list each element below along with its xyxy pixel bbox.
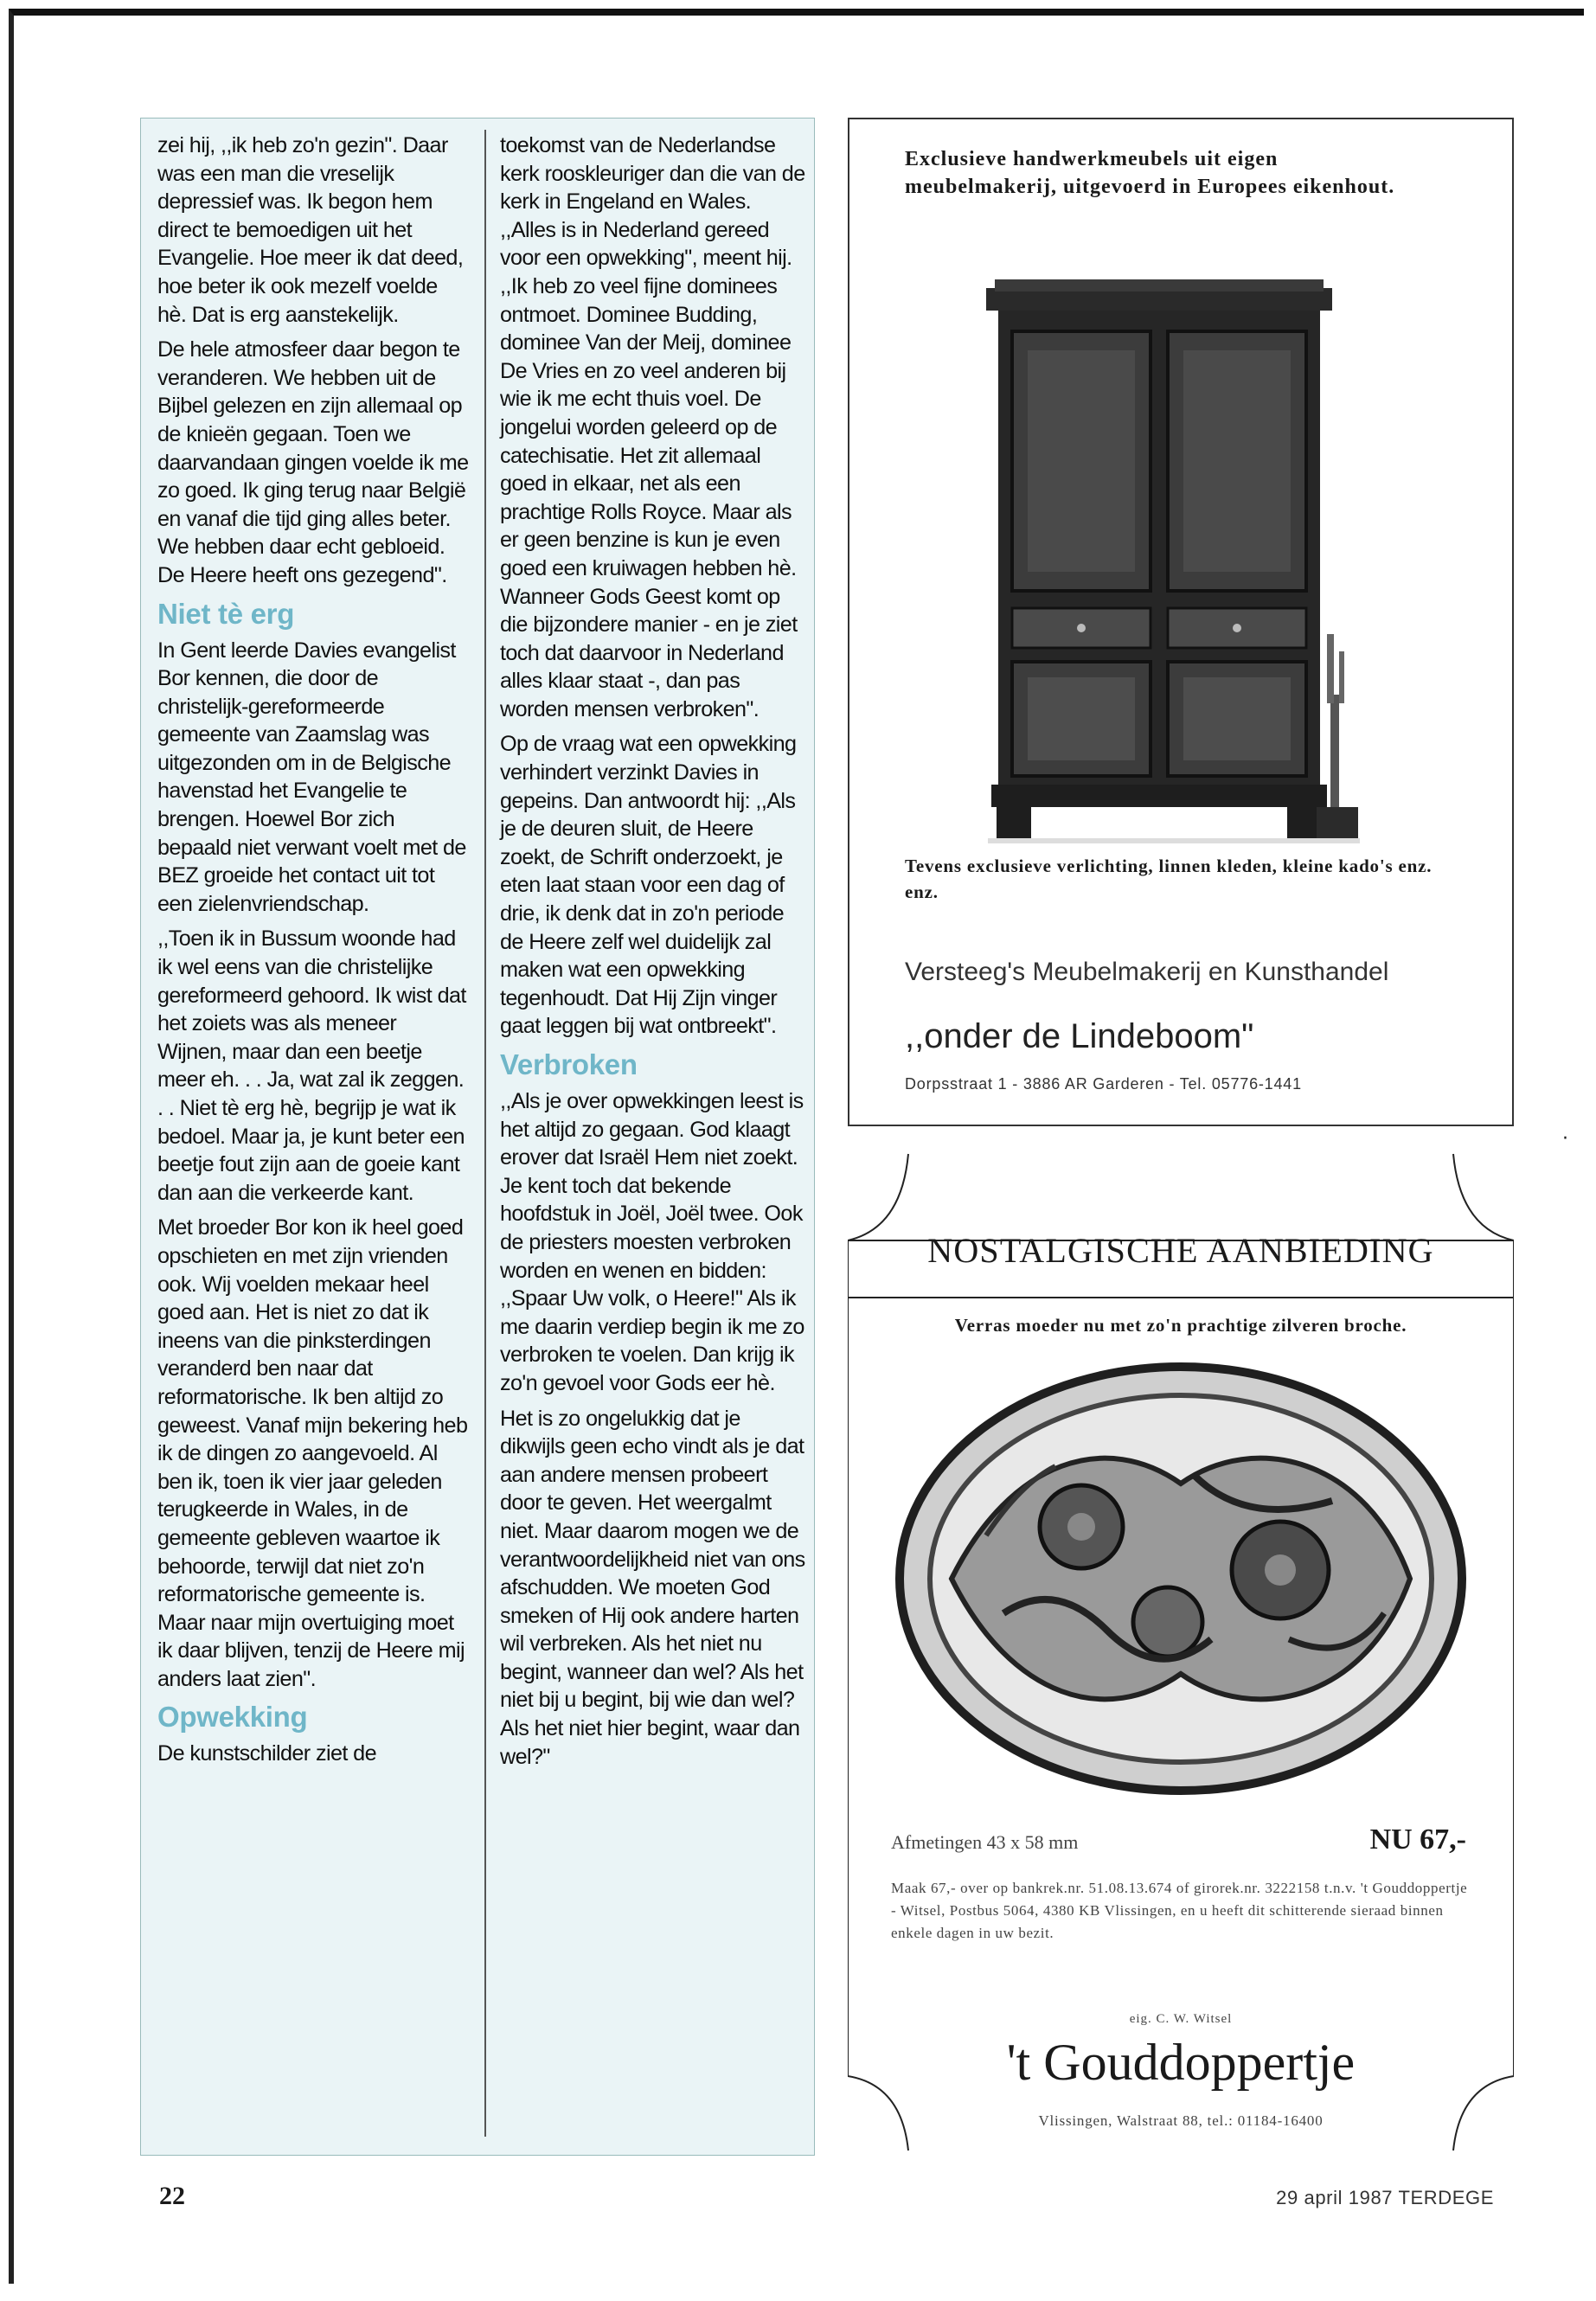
article-column-right: [500, 131, 808, 1778]
article-column-left: [157, 131, 469, 1775]
shop-address: Vlissingen, Walstraat 88, tel.: 01184-16400: [1038, 2112, 1324, 2129]
offer-tagline: Verras moeder nu met zo'n prachtige zilveren broche.: [954, 1315, 1407, 1336]
article-paragraph: ,,Als je over opwekkingen leest is het altijd zo gegaan. God klaagt erover dat Israël Hem niet zoekt. Je kent toch dat bekende hoofdstuk in Joël, Joël twee. Ook de priesters moesten verbroken worden en wenen en bidden: ,,Spaar Uw volk, o Heere!" Als ik me daarin verdiep begin ik me zo verbroken te voelen. Dan krijg ik zo'n gevoel voor Gods eer hè.: [500, 1089, 804, 1395]
ad-heading: Exclusieve handwerkmeubels uit eigen meubelmakerij, uitgevoerd in Europees eikenhout.: [905, 148, 1395, 198]
subheading-niet-te-erg: Niet tè erg: [157, 597, 295, 630]
cabinet-illustration: [953, 271, 1403, 945]
article-paragraph: Het is zo ongelukkig dat je dikwijls geen echo vindt als je dat aan andere mensen probeert door te geven. Het weergalmt niet. Maar daarom mogen we de verantwoordelijkheid niet van ons afschudden. We moeten God smeken of Hij ook andere harten wil verbreken. Als het niet nu begint, wanneer dan wel? Als het niet bij u begint, bij wie dan wel? Als het niet hier begint, waar dan wel?": [500, 1406, 805, 1769]
subheading-verbroken: Verbroken: [500, 1048, 638, 1080]
subheading-opwekking: Opwekking: [157, 1701, 308, 1734]
edge-mark: ·: [1562, 1128, 1568, 1150]
article-paragraph: Met broeder Bor kon ik heel goed opschieten en met zijn vrienden ook. Wij voelden mekaar heel goed aan. Het is niet zo dat ik ineens van die pinksterdingen veranderd ben naar dat reformatorische. Ik ben altijd zo geweest. Vanaf mijn bekering heb ik de dingen zo aangevoeld. Al ben ik, toen ik vier jaar geleden terugkeerde in Wales, in de gemeente gebleven waartoe ik behoorde, terwijl dat niet zo'n reformatorische gemeente is. Maar naar mijn overtuiging moet ik daar blijven, tenzij de Heere mij anders laat zien".: [157, 1215, 468, 1691]
brooch-photo: [882, 1354, 1479, 1804]
article-paragraph: zei hij, ,,ik heb zo'n gezin". Daar was een man die vreselijk depressief was. Ik begon hem direct te bemoedigen uit het Evangelie. Hoe meer ik dat deed, hoe beter ik ook mezelf voelde hè. Dat is erg aanstekelijk.: [157, 133, 464, 327]
article-paragraph: De kunstschilder ziet de: [157, 1741, 376, 1766]
article-paragraph: ,,Toen ik in Bussum woonde had ik wel eens van die christelijke gereformeerd gehoord. Ik wist dat het zoiets was als meneer Wijnen, maar dan een beetje meer eh. . . Ja, wat zal ik zeggen. . . Niet tè erg hè, begrijp je wat ik bedoel. Maar ja, je kunt beter een beetje fout zijn aan de goeie kant dan aan die verkeerde kant.: [157, 926, 466, 1205]
order-instructions: Maak 67,- over op bankrek.nr. 51.08.13.674 of girorek.nr. 3222158 t.n.v. 't Gouddoppertje - Witsel, Postbus 5064, 4380 KB Vlissingen, en u heeft dit schitterende sieraad binnen enkele dagen in uw bezit.: [891, 1880, 1468, 1941]
brooch-dimensions: Afmetingen 43 x 58 mm: [891, 1831, 1079, 1853]
cabinet-photo: [953, 271, 1403, 945]
company-address: Dorpsstraat 1 - 3886 AR Garderen - Tel. 05776-1441: [905, 1075, 1302, 1093]
column-divider: [484, 130, 486, 2137]
article-paragraph: toekomst van de Nederlandse kerk rooskleuriger dan die van de kerk in Engeland en Wales. ,,Alles is in Nederland gereed voor een opwekking", meent hij. ,,Ik heb zo veel fijne dominees ontmoet. Dominee Budding, dominee Van der Meij, dominee De Vries en zo veel anderen bij wie ik me echt thuis voel. De jongelui worden geleerd op de catechisatie. Het zit allemaal goed in elkaar, net als een prachtige Rolls Royce. Maar als er geen benzine is kun je even goed een kruiwagen hebben hè. Wanneer Gods Geest komt op die bijzondere manier - en je ziet toch dat daarvoor in Nederland alles klaar staat -, dan pas worden mensen verbroken".: [500, 133, 805, 721]
shop-owner: eig. C. W. Witsel: [1129, 2012, 1233, 2026]
article-paragraph: De hele atmosfeer daar begon te veranderen. We hebben uit de Bijbel gelezen en zijn allemaal op de knieën gegaan. Toen we daarvandaan gingen voelde ik me zo goed. Ik ging terug naar België en vanaf die tijd ging alles beter. We hebben daar echt gebloeid. De Heere heeft ons gezegend".: [157, 337, 469, 587]
company-slogan: ,,onder de Lindeboom": [905, 1017, 1254, 1055]
article-paragraph: Op de vraag wat een opwekking verhindert verzinkt Davies in gepeins. Dan antwoordt hij: ,,Als je de deuren sluit, de Heere zoekt, de Schrift onderzoekt, je eten laat staan voor een dag of drie, ik denk dat in zo'n periode de Heere zelf wel duidelijk zal maken wat een opwekking tegenhoudt. Dat Hij Zijn vinger gaat leggen bij wat ontbreekt".: [500, 732, 797, 1039]
brooch-advertisement: [848, 1150, 1514, 2154]
article-paragraph: In Gent leerde Davies evangelist Bor kennen, die door de christelijk-gereformeerde gemeente van Zaamslag was uitgezonden om in de Belgische havenstad het Evangelie te brengen. Hoewel Bor zich bepaald niet verwant voelt met de BEZ groeide het contact uit tot een zielenvriendschap.: [157, 638, 466, 916]
offer-title: NOSTALGISCHE AANBIEDING: [927, 1231, 1434, 1270]
issue-info: 29 april 1987 TERDEGE: [1276, 2187, 1494, 2208]
shop-name: 't Gouddoppertje: [1006, 2034, 1356, 2091]
brooch-illustration: [882, 1354, 1479, 1804]
page-number: 22: [159, 2182, 185, 2210]
brooch-price: NU 67,-: [1369, 1823, 1466, 1856]
company-name: Versteeg's Meubelmakerij en Kunsthandel: [905, 958, 1389, 986]
ad-subheading: Tevens exclusieve verlichting, linnen kleden, kleine kado's enz. enz.: [905, 856, 1433, 902]
furniture-advertisement: [848, 118, 1514, 1126]
